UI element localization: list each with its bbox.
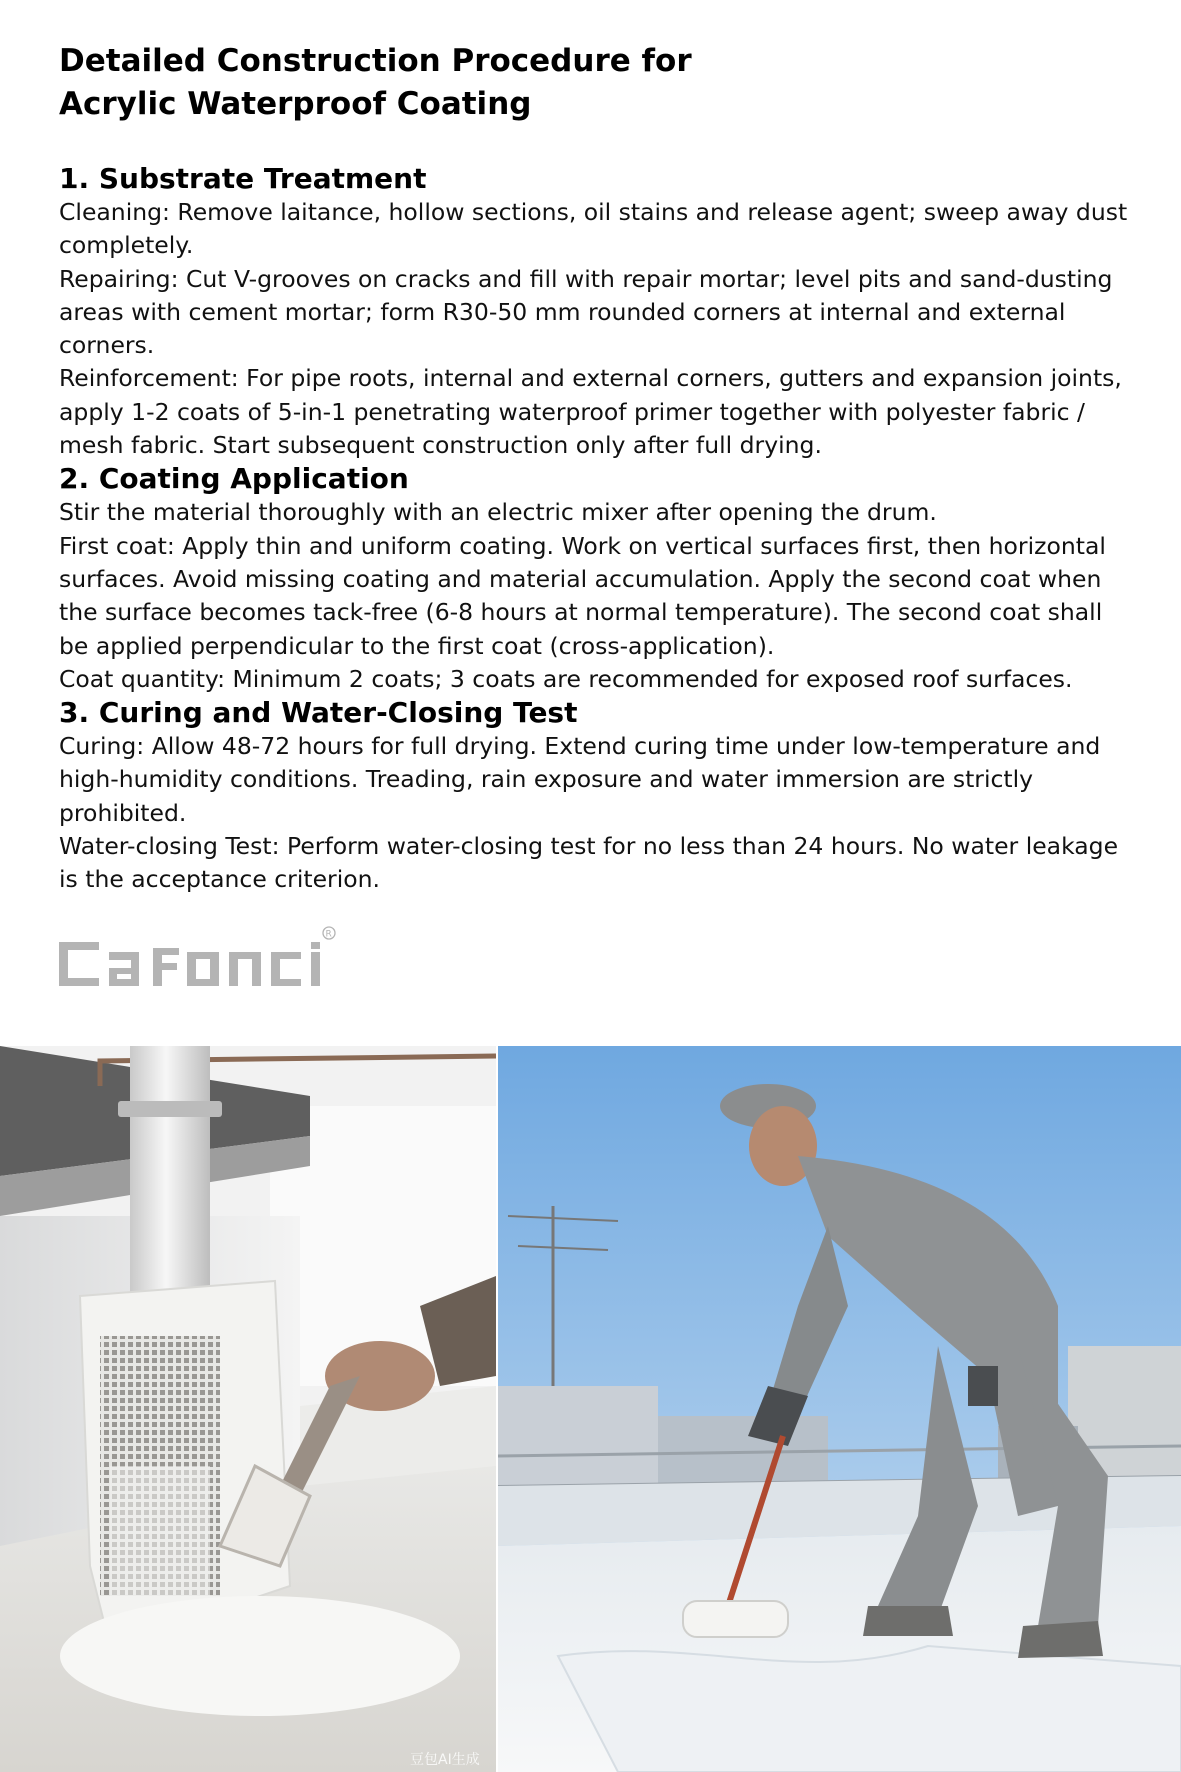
photo-strip [0, 1046, 1181, 1772]
paragraph-cleaning: Cleaning: Remove laitance, hollow sections, oil stains and release agent; sweep away dust completely. [59, 198, 1128, 260]
section-curing-test [59, 696, 1134, 896]
section-heading: 1. Substrate Treatment [59, 162, 427, 195]
brand-logo [57, 926, 337, 996]
document-body [59, 40, 1134, 897]
rooftop-illustration [498, 1046, 1181, 1772]
pipe-root-illustration [0, 1046, 496, 1772]
section-substrate-treatment [59, 162, 1134, 462]
paragraph-curing: Curing: Allow 48-72 hours for full drying. Extend curing time under low-temperature and high-humidity conditions. Treading, rain exposure and water immersion are strictly prohibited. [59, 732, 1101, 827]
paragraph-repairing: Repairing: Cut V-grooves on cracks and fill with repair mortar; level pits and sand-dusting areas with cement mortar; form R30-50 mm rounded corners at internal and external corners. [59, 264, 1113, 360]
logo-graphic [57, 926, 337, 996]
paragraph-stir: Stir the material thoroughly with an electric mixer after opening the drum. [59, 498, 937, 527]
paragraph-first-coat: First coat: Apply thin and uniform coating. Work on vertical surfaces first, then horizontal surfaces. Avoid missing coating and material accumulation. Apply the second coat when the surface becomes tack-free (6-8 hours at normal temperature). The second coat shall be applied perpendicular to the first coat (cross-application). [59, 531, 1106, 660]
paragraph-reinforcement: Reinforcement: For pipe roots, internal and external corners, gutters and expansion joints, apply 1-2 coats of 5-in-1 penetrating waterproof primer together with polyester fabric / mesh fabric. Start subsequent construction only after full drying. [59, 364, 1122, 460]
document-title-line-2: Acrylic Waterproof Coating [59, 86, 532, 122]
document-title [59, 40, 1134, 126]
document-title-line-1: Detailed Construction Procedure for [59, 43, 692, 79]
section-heading: 3. Curing and Water-Closing Test [59, 696, 578, 730]
paragraph-water-closing-test: Water-closing Test: Perform water-closing test for no less than 24 hours. No water leakage is the acceptance criterion. [59, 832, 1119, 894]
svg-text:R: R [325, 929, 332, 940]
section-coating-application [59, 462, 1134, 696]
paragraph-coat-quantity: Coat quantity: Minimum 2 coats; 3 coats are recommended for exposed roof surfaces. [59, 664, 1073, 693]
section-heading: 2. Coating Application [59, 462, 409, 496]
photo-watermark: 豆包AI生成 [410, 1752, 480, 1768]
photo-rooftop-rolling [498, 1046, 1181, 1772]
photo-pipe-root-brushing [0, 1046, 496, 1772]
